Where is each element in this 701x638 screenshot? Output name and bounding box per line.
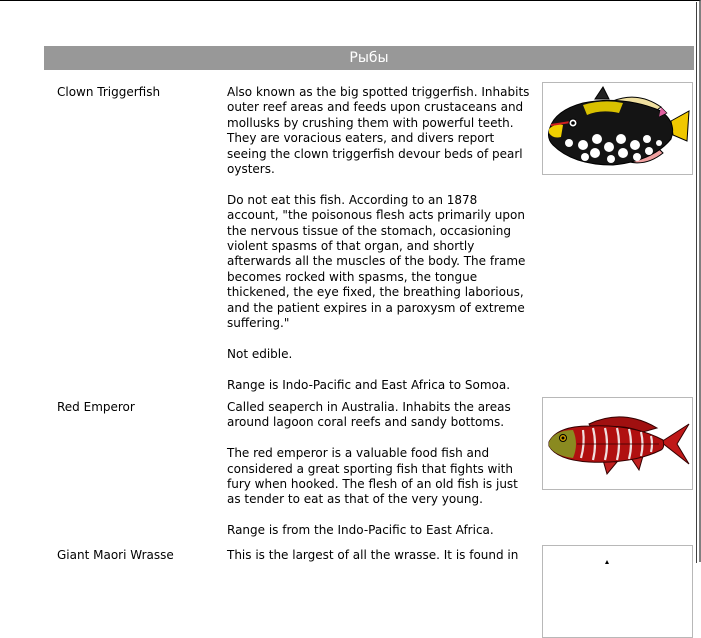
report-header-title: Рыбы [44,46,694,70]
description-paragraph: This is the largest of all the wrasse. It is found in [227,548,519,562]
clown-triggerfish-image [542,82,693,175]
description-paragraph: Range is Indo-Pacific and East Africa to Somoa. [227,377,511,392]
fish-name-giant-maori-wrasse: Giant Maori Wrasse [57,548,174,562]
fish-description-red-emperor [227,400,532,539]
page-edge [696,2,697,563]
fish-description-clown-triggerfish [227,85,532,393]
description-paragraph: The red emperor is a valuable food fish and considered a great sporting fish that fights with fury when hooked. The flesh of an old fish is just as tender to eat as that of the very young. [227,446,518,507]
description-paragraph: Called seaperch in Australia. Inhabits the areas around lagoon coral reefs and sandy bottoms. [227,400,511,430]
description-paragraph: Range is from the Indo-Pacific to East Africa. [227,523,494,538]
red-emperor-image [542,397,693,490]
fish-name-clown-triggerfish: Clown Triggerfish [57,85,161,99]
giant-maori-wrasse-image [542,545,693,638]
fish-description-giant-maori-wrasse [227,548,532,563]
description-paragraph: Also known as the big spotted triggerfish. Inhabits outer reef areas and feeds upon crustaceans and mollusks by crushing them with powerful teeth. They are voracious eaters, and divers report seeing the clown triggerfish devour beds of pearl oysters. [227,85,530,177]
fish-name-red-emperor: Red Emperor [57,400,135,414]
description-paragraph: Do not eat this fish. According to an 1878 account, "the poisonous flesh acts primarily upon the nervous tissue of the stomach, occasioning violent spasms of that organ, and shortly afterwards all the muscles of the body. The frame becomes rocked with spasms, the tongue thickened, the eye fixed, the breathing laborious, and the patient expires in a paroxysm of extreme suffering." [227,192,526,331]
description-paragraph: Not edible. [227,346,293,361]
